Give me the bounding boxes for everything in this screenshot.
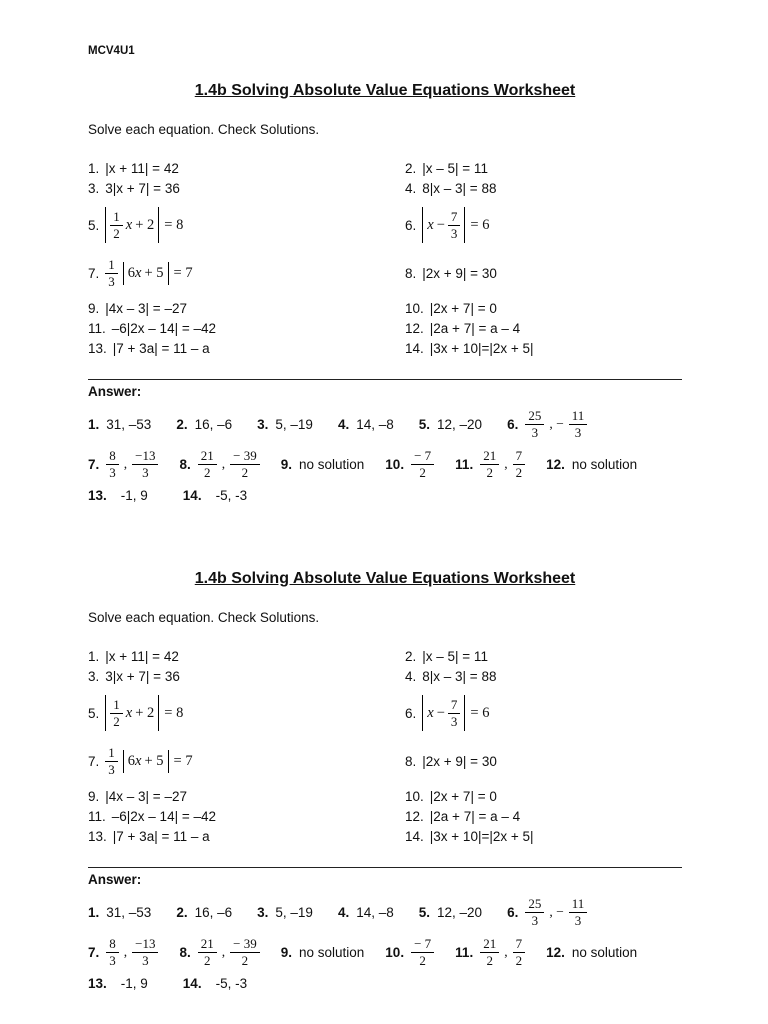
answer-value: 5, –19 — [275, 904, 313, 920]
answer-13 — [88, 976, 148, 991]
answer-divider — [88, 867, 682, 868]
fraction: $\frac{- 7}{2}$ — [411, 449, 434, 479]
answer-row-3 — [88, 485, 682, 505]
equation: |2a + 7| = a – 4 — [429, 808, 521, 824]
answer-value: 31, –53 — [106, 904, 152, 920]
equation: |7 + 3a| = 11 – a — [112, 828, 210, 844]
answer-10 — [385, 449, 434, 479]
answer-number: 9. — [280, 456, 292, 472]
answer-number: 7. — [88, 456, 100, 472]
question-number: 10. — [405, 300, 424, 316]
fraction: $\frac{21}{2}$ — [480, 937, 499, 967]
question-14 — [405, 829, 534, 844]
course-code: MCV4U1 — [88, 45, 135, 57]
equation: |x + 11| = 42 — [105, 160, 179, 176]
fraction: $\frac{7}{3}$ — [448, 698, 461, 728]
question-6 — [405, 695, 489, 731]
answer-number: 2. — [176, 416, 188, 432]
answer-number: 13. — [88, 975, 107, 991]
absolute-value-bars: x − $\frac{7}{3}$ — [422, 207, 465, 243]
absolute-value-bars: 6 x + 5 — [123, 750, 169, 773]
answer-number: 12. — [546, 456, 565, 472]
answer-value: $\frac{25}{3}$ , − $\frac{11}{3}$ — [525, 409, 587, 439]
equation: 8|x – 3| = 88 — [422, 180, 497, 196]
fraction: $\frac{8}{3}$ — [106, 937, 119, 967]
equation: |4x – 3| = –27 — [105, 300, 187, 316]
answer-value: $\frac{8}{3}$ , $\frac{-13}{3}$ — [106, 937, 158, 967]
equation: 3|x + 7| = 36 — [105, 180, 180, 196]
fraction: $\frac{21}{2}$ — [198, 937, 217, 967]
fraction: $\frac{7}{3}$ — [448, 210, 461, 240]
answer-row-2 — [88, 444, 682, 484]
worksheet-title: 1.4b Solving Absolute Value Equations Worksheet — [194, 82, 576, 99]
fraction: $\frac{7}{2}$ — [513, 937, 526, 967]
absolute-value-bars: $\frac{1}{2}$ x + 2 — [105, 207, 159, 243]
question-10 — [405, 789, 497, 804]
worksheet-title: 1.4b Solving Absolute Value Equations Worksheet — [194, 570, 576, 587]
answer-number: 5. — [418, 416, 431, 432]
answer-11 — [455, 449, 525, 479]
equation: |2x + 7| = 0 — [429, 300, 497, 316]
fraction: $\frac{- 39}{2}$ — [230, 937, 260, 967]
question-number: 2. — [405, 160, 417, 176]
answer-label: Answer: — [88, 384, 142, 399]
equation: x − $\frac{7}{3}$ = 6 — [422, 207, 489, 243]
equation: |x – 5| = 11 — [422, 648, 488, 664]
fraction: $\frac{11}{3}$ — [569, 409, 588, 439]
question-number: 7. — [88, 753, 100, 769]
answer-value: $\frac{21}{2}$ , $\frac{- 39}{2}$ — [198, 937, 260, 967]
question-7 — [88, 746, 405, 776]
question-number: 12. — [405, 808, 424, 824]
answer-value: $\frac{8}{3}$ , $\frac{-13}{3}$ — [106, 449, 158, 479]
answer-number: 3. — [257, 416, 269, 432]
question-number: 11. — [88, 320, 106, 336]
question-number: 9. — [88, 300, 100, 316]
question-14 — [405, 341, 534, 356]
question-5 — [88, 695, 405, 731]
answer-10 — [385, 937, 434, 967]
answer-number: 7. — [88, 944, 100, 960]
question-number: 11. — [88, 808, 106, 824]
equation: |3x + 10|=|2x + 5| — [429, 340, 534, 356]
question-number: 4. — [405, 180, 417, 196]
question-number: 5. — [88, 217, 100, 233]
question-4 — [405, 669, 496, 684]
answer-3 — [257, 905, 313, 920]
answer-value: -1, 9 — [120, 487, 148, 503]
worksheet-copy-2 — [88, 569, 682, 993]
question-number: 10. — [405, 788, 424, 804]
equation: |4x – 3| = –27 — [105, 788, 187, 804]
answer-value: 12, –20 — [437, 416, 483, 432]
answer-number: 1. — [88, 904, 100, 920]
answer-2 — [176, 905, 232, 920]
answer-number: 1. — [88, 416, 100, 432]
instructions: Solve each equation. Check Solutions. — [88, 122, 320, 137]
answer-value: 16, –6 — [194, 416, 233, 432]
answer-9 — [281, 945, 365, 960]
fraction: $\frac{- 39}{2}$ — [230, 449, 260, 479]
answer-value — [411, 937, 434, 967]
question-number: 3. — [88, 668, 100, 684]
question-9 — [88, 789, 405, 804]
answer-value: -5, -3 — [215, 975, 248, 991]
answer-4 — [338, 905, 394, 920]
answer-value: no solution — [571, 456, 638, 472]
answer-13 — [88, 488, 148, 503]
answer-11 — [455, 937, 525, 967]
equation: –6|2x – 14| = –42 — [111, 808, 216, 824]
question-6 — [405, 207, 489, 243]
question-number: 2. — [405, 648, 417, 664]
answer-divider — [88, 379, 682, 380]
equation: $\frac{1}{2}$ x + 2 = 8 — [105, 207, 183, 243]
answer-value — [411, 449, 434, 479]
answer-value: -5, -3 — [215, 487, 248, 503]
answer-5 — [419, 417, 482, 432]
answer-number: 6. — [507, 904, 519, 920]
question-number: 14. — [405, 828, 424, 844]
question-number: 14. — [405, 340, 424, 356]
answer-number: 6. — [507, 416, 519, 432]
question-2 — [405, 161, 488, 176]
answer-number: 3. — [257, 904, 269, 920]
equation: $\frac{1}{3}$ 6 x + 5 = 7 — [105, 746, 192, 776]
question-4 — [405, 181, 496, 196]
question-8 — [405, 266, 497, 281]
instructions: Solve each equation. Check Solutions. — [88, 610, 320, 625]
equation: |2a + 7| = a – 4 — [429, 320, 521, 336]
answer-value: 12, –20 — [437, 904, 483, 920]
question-13 — [88, 829, 405, 844]
question-number: 1. — [88, 160, 100, 176]
answer-number: 14. — [182, 487, 202, 503]
question-3 — [88, 181, 405, 196]
fraction: $\frac{7}{2}$ — [513, 449, 526, 479]
equation: |x – 5| = 11 — [422, 160, 488, 176]
question-number: 7. — [88, 265, 100, 281]
worksheet-copy-1 — [88, 81, 682, 505]
question-number: 4. — [405, 668, 417, 684]
question-5 — [88, 207, 405, 243]
answer-number: 12. — [546, 944, 565, 960]
equation: |7 + 3a| = 11 – a — [112, 340, 210, 356]
answer-value: 14, –8 — [356, 416, 394, 432]
fraction: $\frac{1}{3}$ — [105, 258, 118, 288]
equation: 8|x – 3| = 88 — [422, 668, 497, 684]
fraction: $\frac{21}{2}$ — [198, 449, 217, 479]
question-11 — [88, 321, 405, 336]
answer-number: 11. — [455, 944, 474, 960]
question-number: 5. — [88, 705, 100, 721]
answer-2 — [176, 417, 232, 432]
question-number: 6. — [405, 217, 417, 233]
equation: |x + 11| = 42 — [105, 648, 179, 664]
fraction: $\frac{21}{2}$ — [480, 449, 499, 479]
answer-number: 10. — [385, 944, 405, 960]
question-number: 1. — [88, 648, 100, 664]
fraction: $\frac{1}{2}$ — [110, 698, 123, 728]
question-number: 9. — [88, 788, 100, 804]
answer-number: 4. — [337, 904, 350, 920]
answer-value: $\frac{21}{2}$ , $\frac{7}{2}$ — [480, 937, 525, 967]
question-number: 13. — [88, 828, 107, 844]
question-7 — [88, 258, 405, 288]
answer-7 — [88, 449, 158, 479]
question-list — [88, 158, 682, 358]
answer-14 — [183, 976, 247, 991]
fraction: $\frac{1}{2}$ — [110, 210, 123, 240]
answer-value: 5, –19 — [275, 416, 313, 432]
answer-4 — [338, 417, 394, 432]
answer-value: $\frac{21}{2}$ , $\frac{7}{2}$ — [480, 449, 525, 479]
answer-row-1 — [88, 406, 682, 442]
answer-14 — [183, 488, 247, 503]
equation: $\frac{1}{2}$ x + 2 = 8 — [105, 695, 183, 731]
answer-label: Answer: — [88, 872, 142, 887]
question-2 — [405, 649, 488, 664]
fraction: $\frac{- 7}{2}$ — [411, 937, 434, 967]
fraction: $\frac{25}{3}$ — [525, 897, 544, 927]
question-1 — [88, 649, 405, 664]
question-10 — [405, 301, 497, 316]
equation: x − $\frac{7}{3}$ = 6 — [422, 695, 489, 731]
answer-value: no solution — [298, 456, 365, 472]
question-11 — [88, 809, 405, 824]
fraction: $\frac{-13}{3}$ — [132, 937, 158, 967]
question-number: 13. — [88, 340, 107, 356]
answer-8 — [179, 937, 259, 967]
answer-value: 16, –6 — [194, 904, 233, 920]
fraction: $\frac{8}{3}$ — [106, 449, 119, 479]
absolute-value-bars: x − $\frac{7}{3}$ — [422, 695, 465, 731]
question-12 — [405, 809, 520, 824]
answer-value: 14, –8 — [356, 904, 394, 920]
answer-value: 31, –53 — [106, 416, 152, 432]
question-1 — [88, 161, 405, 176]
answer-value: $\frac{21}{2}$ , $\frac{- 39}{2}$ — [198, 449, 260, 479]
answer-6 — [507, 897, 587, 927]
equation: |2x + 7| = 0 — [429, 788, 497, 804]
answer-number: 8. — [179, 456, 191, 472]
answer-1 — [88, 417, 151, 432]
answer-value: -1, 9 — [120, 975, 148, 991]
question-8 — [405, 754, 497, 769]
fraction: $\frac{-13}{3}$ — [132, 449, 158, 479]
answer-row-3 — [88, 973, 682, 993]
question-list — [88, 646, 682, 846]
absolute-value-bars: 6 x + 5 — [123, 262, 169, 285]
fraction: $\frac{11}{3}$ — [569, 897, 588, 927]
absolute-value-bars: $\frac{1}{2}$ x + 2 — [105, 695, 159, 731]
question-3 — [88, 669, 405, 684]
answer-12 — [546, 945, 637, 960]
equation: –6|2x – 14| = –42 — [111, 320, 216, 336]
answer-5 — [419, 905, 482, 920]
answer-value: no solution — [298, 944, 365, 960]
question-12 — [405, 321, 520, 336]
answer-number: 10. — [385, 456, 405, 472]
answer-number: 4. — [337, 416, 350, 432]
answer-number: 8. — [179, 944, 191, 960]
answer-number: 14. — [182, 975, 202, 991]
answer-number: 13. — [88, 487, 107, 503]
answer-row-1 — [88, 894, 682, 930]
answer-9 — [281, 457, 365, 472]
answer-6 — [507, 409, 587, 439]
fraction: $\frac{1}{3}$ — [105, 746, 118, 776]
question-13 — [88, 341, 405, 356]
equation: |2x + 9| = 30 — [422, 753, 497, 769]
answer-number: 11. — [455, 456, 474, 472]
question-number: 6. — [405, 705, 417, 721]
answer-8 — [179, 449, 259, 479]
answer-1 — [88, 905, 151, 920]
equation: 3|x + 7| = 36 — [105, 668, 180, 684]
answer-7 — [88, 937, 158, 967]
answer-number: 5. — [418, 904, 431, 920]
answer-12 — [546, 457, 637, 472]
question-number: 8. — [405, 265, 417, 281]
answer-value: no solution — [571, 944, 638, 960]
fraction: $\frac{25}{3}$ — [525, 409, 544, 439]
answer-number: 9. — [280, 944, 292, 960]
answer-row-2 — [88, 932, 682, 972]
answer-number: 2. — [176, 904, 188, 920]
question-number: 8. — [405, 753, 417, 769]
equation: |3x + 10|=|2x + 5| — [429, 828, 534, 844]
question-9 — [88, 301, 405, 316]
equation: $\frac{1}{3}$ 6 x + 5 = 7 — [105, 258, 192, 288]
answer-3 — [257, 417, 313, 432]
equation: |2x + 9| = 30 — [422, 265, 497, 281]
question-number: 12. — [405, 320, 424, 336]
answer-value: $\frac{25}{3}$ , − $\frac{11}{3}$ — [525, 897, 587, 927]
question-number: 3. — [88, 180, 100, 196]
